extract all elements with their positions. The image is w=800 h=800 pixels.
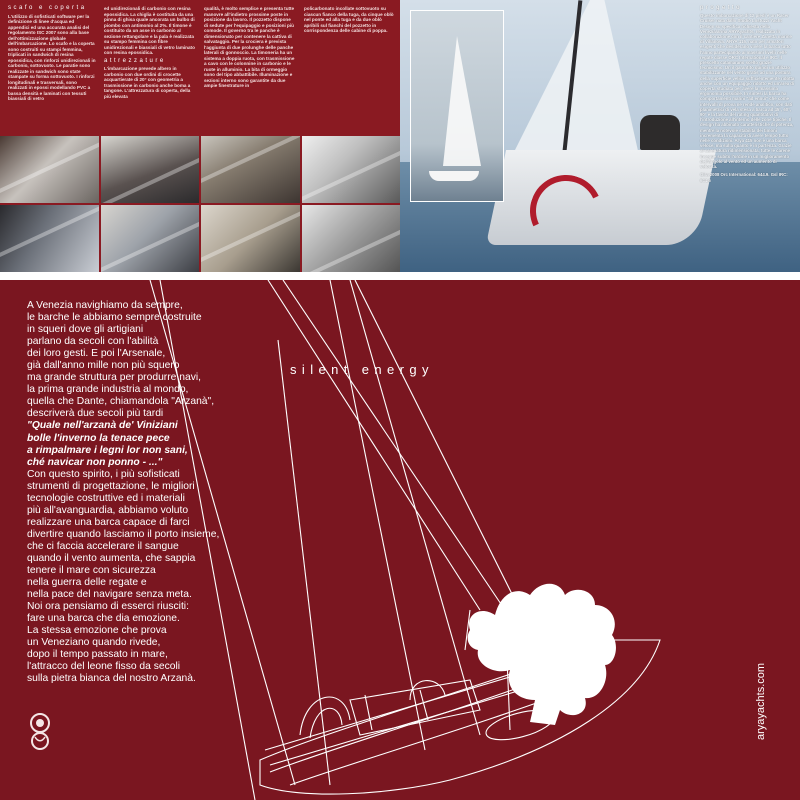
poem-line: A Venezia navighiamo da sempre, (27, 300, 183, 311)
text-column-1 (8, 6, 96, 105)
poem-line: realizzare una barca capace di farci (27, 516, 190, 528)
top-spread (0, 0, 800, 280)
poem-line: tecnologie costruttive ed i materiali (27, 492, 185, 504)
section-heading-scafo: scafo e coperta (8, 5, 87, 11)
poem-line: "Quale nell'arzanà de' Viniziani (27, 420, 178, 432)
tagline: silent energy (290, 362, 434, 377)
sailing-photo (400, 0, 800, 272)
poem-line: a rimpalmare i legni lor non sani, (27, 444, 188, 456)
poem-line: dei loro gesti. E poi l'Arsenale, (27, 348, 166, 360)
section-heading-attrezzature: attrezzature (104, 57, 166, 64)
poem-line: che ci faccia accelerare il sangue (27, 540, 179, 552)
poem-line: dopo il tempo passato in mare, (27, 649, 168, 661)
column-text: L'imbarcazione prevede albero in carbonio con due ordini di crocette acquartierate di 20° con geometria a trasmissione in carbonio anche boma a tangone. L'attrezzatura di coperta, della più elevata (104, 66, 191, 99)
detail-photo (101, 205, 200, 272)
poem-line: nella guerra delle regate e (27, 577, 147, 589)
inset-hull (429, 171, 479, 181)
detail-photo (201, 205, 300, 272)
website-url[interactable]: aryayachts.com (755, 662, 767, 740)
detail-photo (201, 136, 300, 203)
column-text: qualità, è molto semplice e presenta tutte manovre all'indietro prossime poste in posizione da lavoro. Il pozzetto dispone di sedute per l'equipaggio e posizioni più comode. Il governo tra le panche è dimensionato per contenere la cattiva di salvataggio. Per la crociera è prevista l'aggiunta di due prolunghe delle panche laterali di gonnoccio. La timoneria ha un sistema a doppia ruota, con trasmissione a cavo con le colonnine in carbonio e le ruote in alluminio. La bita di ormeggio sono del tipo abbattibile. Illuminazione e sezioni interno sono garantite da due ampie finestrature in (204, 6, 295, 88)
bottom-panel (0, 280, 800, 800)
poem-line: descriverà due secoli più tardi (27, 408, 164, 420)
poem-line: più all'avanguardia, abbiamo voluto (27, 504, 189, 516)
lion-emblem-icon (26, 712, 54, 752)
detail-photo (101, 136, 200, 203)
poem-line: bolle l'inverno la tenace pece (27, 432, 170, 444)
rating-footer: Gira 2008 Orc International: 644.9. Gsl IRC: 644.6 (700, 172, 788, 183)
poem-text (27, 300, 287, 686)
poem-line: quella che Dante, chiamandola "Arzanà", (27, 396, 215, 408)
detail-photo (0, 136, 99, 203)
poem-line: divertire quando lasciamo il porto insieme, (27, 528, 220, 540)
poem-line: le barche le abbiamo sempre costruite (27, 312, 202, 324)
poem-line: già dall'anno mille non più squero (27, 360, 180, 372)
poem-line: la prima grande industria al mondo, (27, 384, 189, 396)
poem-line: fare una barca che dia emozione. (27, 613, 180, 625)
poem-line: ché navicar non ponno - ..." (27, 456, 163, 468)
detail-photo-grid (0, 136, 400, 272)
text-column-4 (304, 6, 394, 37)
poem-line: nella pace del navigare senza meta. (27, 589, 192, 601)
poem-line: quando il vento aumenta, che sappia (27, 552, 196, 564)
poem-line: ma grande struttura per produrre navi, (27, 372, 201, 384)
inset-sail (443, 36, 481, 166)
poem-line: Noi ora pensiamo di esserci riusciti: (27, 601, 189, 613)
text-column-2 (104, 6, 196, 102)
section-heading-progetto: progetto (700, 5, 743, 11)
poem-line: La stessa emozione che prova (27, 625, 167, 637)
crew-silhouette (468, 584, 616, 725)
poem-line: Con questo spirito, i più sofisticati (27, 468, 180, 480)
crew (640, 115, 680, 150)
column-text: Questo imbarcazione di 12 piedi è un Racer Cruiser nata dallo Studio Lostuzzi Yacht Design su specifica richiesta della Venezia/arina ARYAyachts, realizzata in collaborazione con il cantiere Zanetta marine di Villanova. ARYA 415, nato per armatori esigenti che desiderano vivere la barca tutto l'anno partecipando ai massimi livelli nelle regate classe ORC International e IRC. Il prescelto catamarano scelto grazie tecnicismo. Un il garantito quindi un utilizzo stabilizzante nel vento gratis ad una postura della superficie velica sufficientemente ridotta anche con un equipaggio ridotto ed un'area di coperta studiata per avere la massima ergonomia possibile. In sintesi la barca ha comportamenti marini "ad ennui" che come intervalli di prova ne rende analitico, con dati planimetrici di vela stesa a barca ad 45°, 60°, 90° e la tavola del rating quantitativi di l'introduzione all'interno delle zone tipiche. Il design ha abbinato caratteristiche di potenza, mentre la notevole stabilità dei timoni incrementa la capacità di avere tempo tutto nelle condizioni. Arya 415 non è una barca veloce, ma sulla quanto è in partenza. Grazie al carenatura ridimensionata, tutte le carene insegue subito l'ordine in un miglioramento dell'angolo al vento ed un aumento di velocità. (700, 13, 795, 170)
detail-photo (302, 205, 401, 272)
project-text-column (700, 6, 795, 186)
inset-photo (410, 10, 504, 202)
poem-line: tenere il mare con sicurezza (27, 565, 156, 577)
text-column-3 (204, 6, 296, 92)
column-text: ed unidirezionali di carbonio con resina epossidica. La chiglia è costituita da una pinna di ghisa quale ancorata un bulbo di piombo con antimonio al 2%. Il timone è costituito da un asse in carbonio al sezione rettangolare e la pala è realizzata su stampo femmina con fibre unidirezionali e biassiali di vetro laminato con resina epossidica. (104, 6, 195, 55)
column-text: policarbonato incollate sottovuoto su ciascun fianco della tuga, da cinque oblò nel ponte ed alla tuga e da due oblò apribili sul fianchi del pozzetto in corrispondenza delle cabine di poppa. (304, 6, 394, 33)
poem-line: sulla pietra bianca del nostro Arzanà. (27, 673, 196, 685)
poem-line: un Veneziano quando rivede, (27, 637, 161, 649)
hull (486, 150, 716, 245)
poem-line: parlano da secoli con l'abilità (27, 336, 159, 348)
poem-line: strumenti di progettazione, le migliori (27, 480, 195, 492)
detail-photo (0, 205, 99, 272)
detail-photo (302, 136, 401, 203)
poem-line: in squeri dove gli artigiani (27, 324, 144, 336)
top-left-panel (0, 0, 400, 272)
column-text: L'utilizzo di sofisticati software per la definizione di linee d'acqua ed appendici ed una accurata analisi del regolamento ISC 2007 sono alla base dell'ottimizzazione globale dell'imbarcazione. Lo scafo e la coperta sono costruiti su stampi femmina, triplicati in sandwich di resina epossidica, con rinforzi unidirezionali in carbonio, sottovuoto. Le paratie sono realizzate in sandwich sono state stampate su forma sottovuoto. I rinforzi longitudinali e trasversali, sono realizzati in epossi modellando PVC a bassa densità e laminati con tessuti biassiali di vetro (8, 13, 96, 101)
poem-line: l'attracco del leone fisso da secoli (27, 661, 181, 673)
